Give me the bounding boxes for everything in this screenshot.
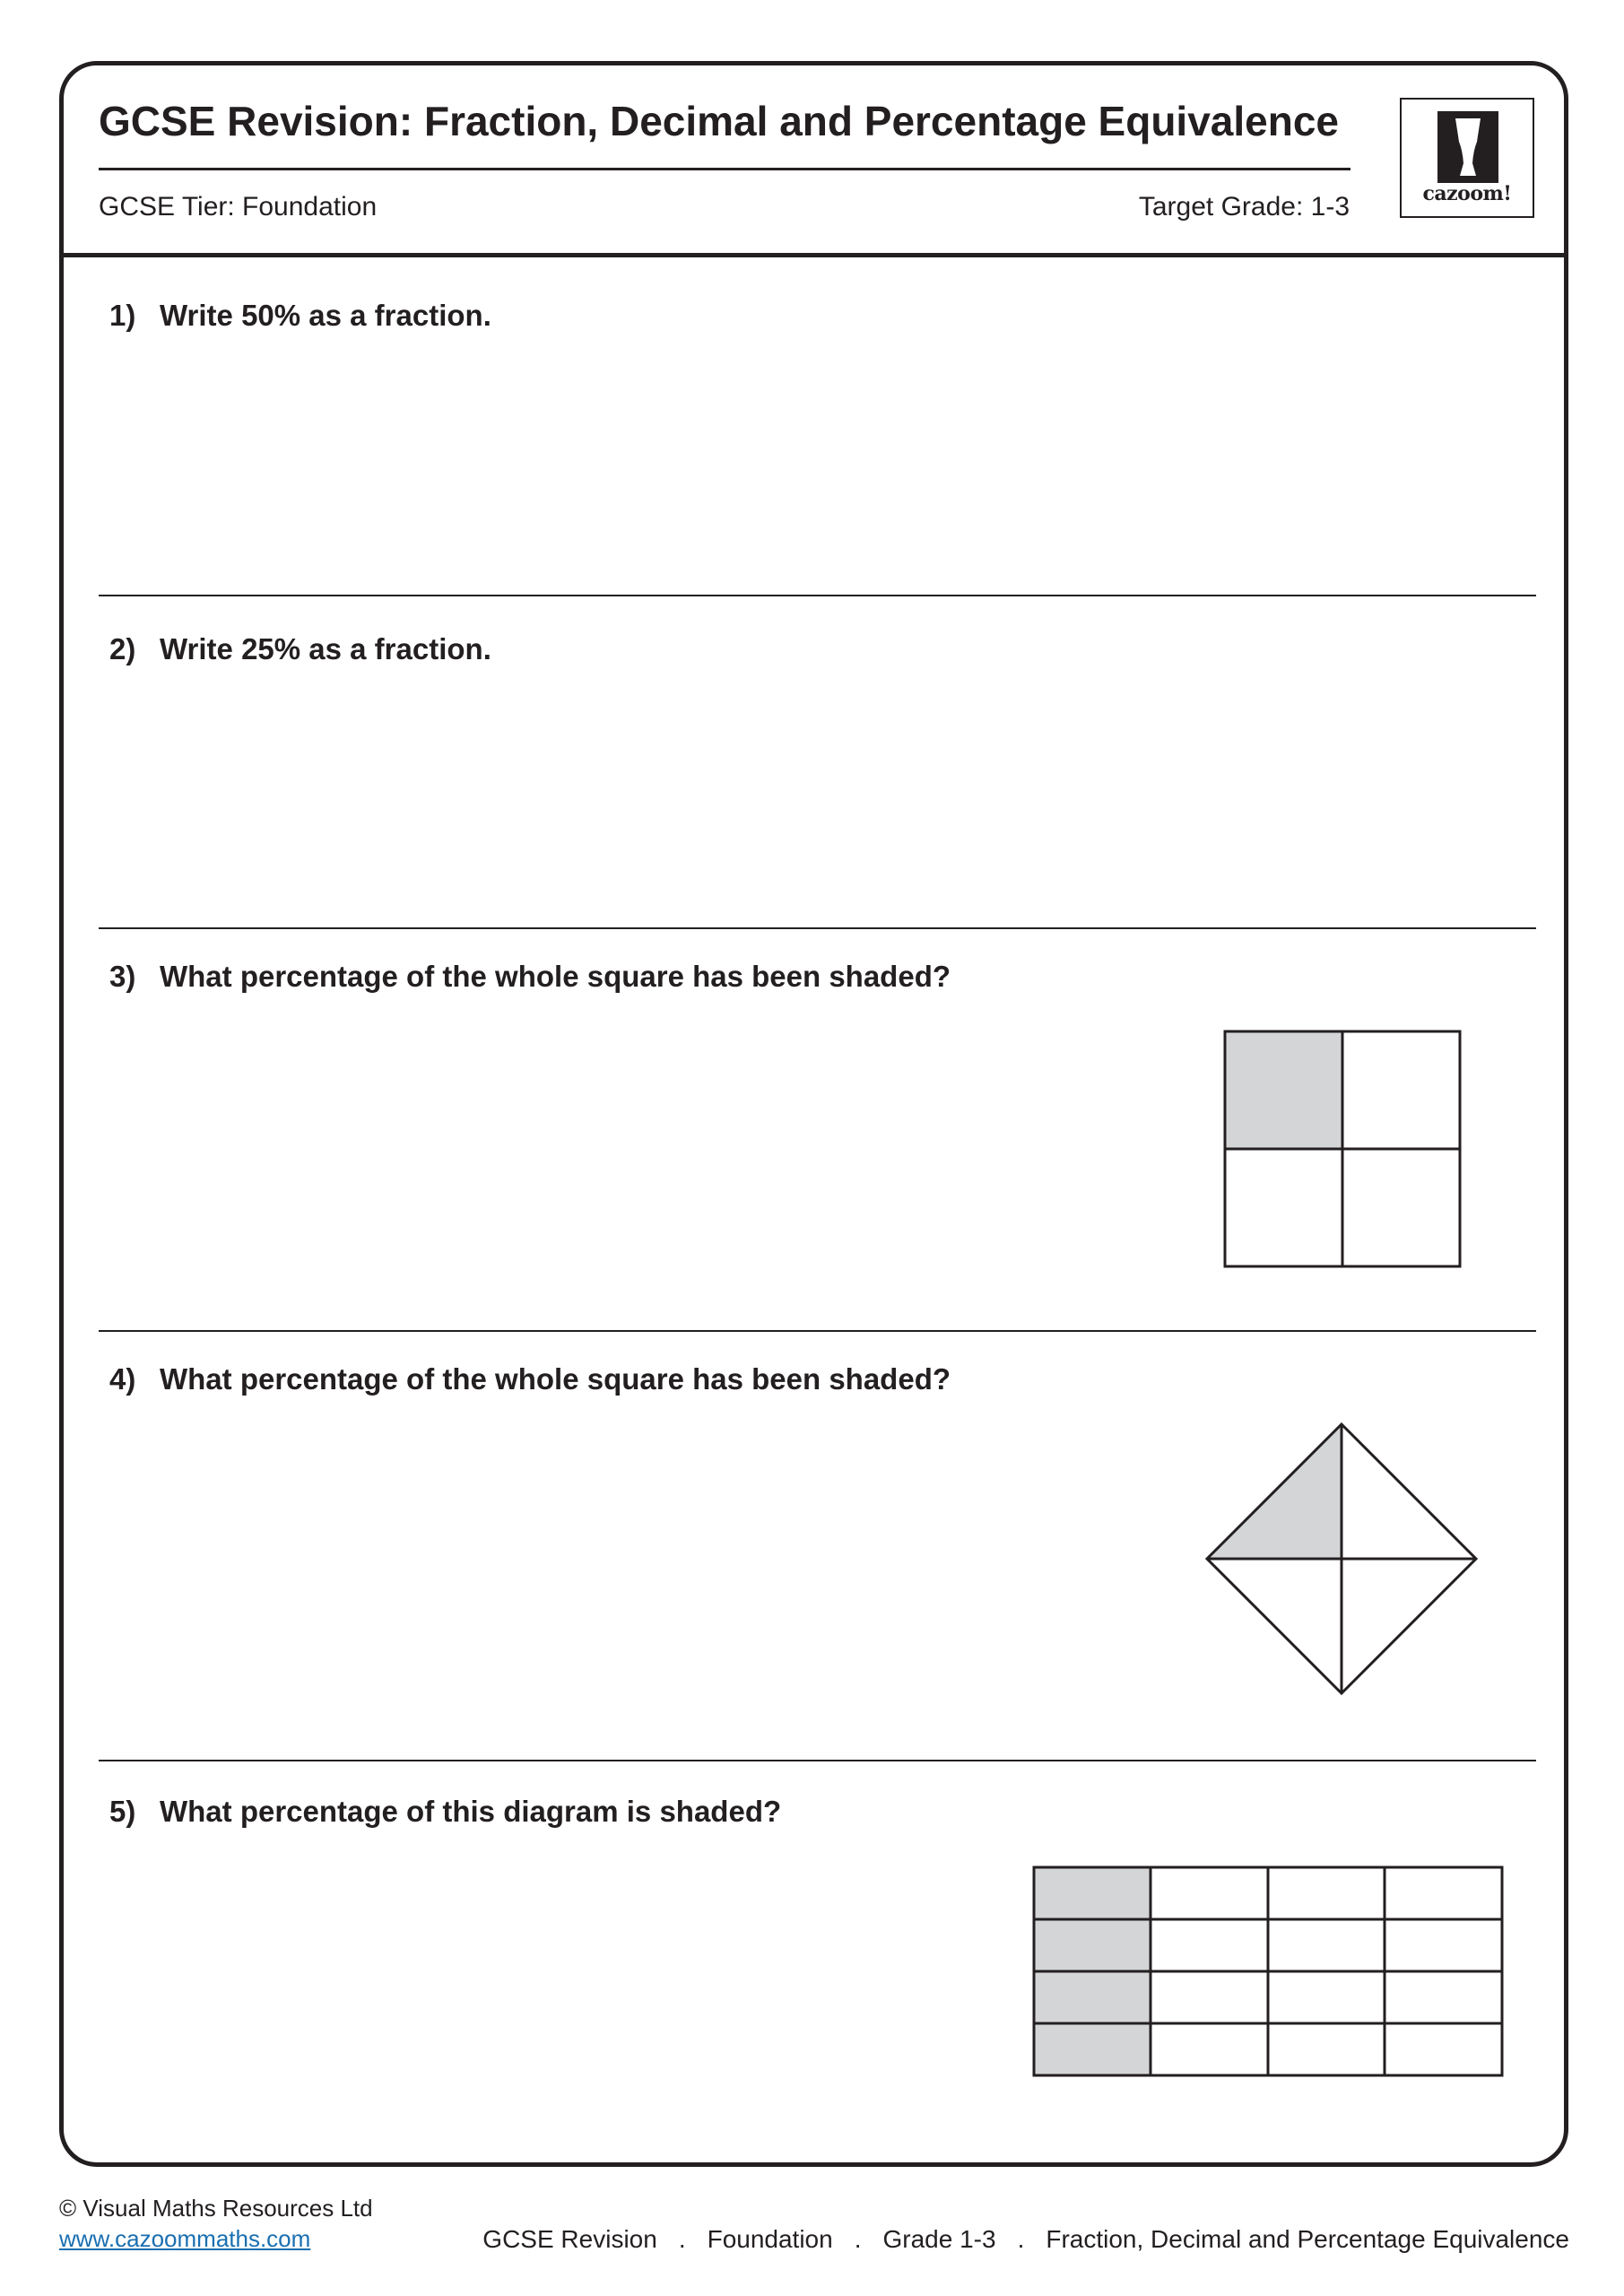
question-divider bbox=[99, 595, 1536, 596]
footer-crumb: Foundation bbox=[707, 2225, 833, 2253]
footer-crumb: Fraction, Decimal and Percentage Equivalence bbox=[1046, 2225, 1569, 2253]
question-number: 1) bbox=[109, 299, 136, 332]
tier-label: GCSE Tier: Foundation bbox=[99, 192, 378, 222]
target-grade-label: Target Grade: 1-3 bbox=[1138, 192, 1350, 222]
question-text: What percentage of the whole square has been shaded? bbox=[160, 960, 951, 993]
question-number: 4) bbox=[109, 1362, 136, 1396]
question-text: Write 25% as a fraction. bbox=[160, 632, 491, 665]
worksheet-title: GCSE Revision: Fraction, Decimal and Percentage Equivalence bbox=[99, 98, 1340, 144]
q4-diamond-diagram bbox=[1205, 1422, 1478, 1695]
question-3 bbox=[109, 960, 951, 994]
cazoom-logo bbox=[1400, 98, 1534, 218]
footer-separator: . bbox=[854, 2225, 862, 2253]
question-text: Write 50% as a fraction. bbox=[160, 299, 491, 332]
footer-separator: . bbox=[678, 2225, 686, 2253]
question-4 bbox=[109, 1362, 951, 1396]
title-divider bbox=[99, 168, 1350, 170]
question-5 bbox=[109, 1795, 781, 1829]
footer-breadcrumb bbox=[482, 2225, 1569, 2254]
footer-crumb: GCSE Revision bbox=[482, 2225, 657, 2253]
logo-text: cazoom! bbox=[1422, 182, 1512, 205]
shaded-quarter bbox=[1225, 1031, 1342, 1149]
question-divider bbox=[99, 927, 1536, 929]
question-2 bbox=[109, 632, 491, 666]
question-divider bbox=[99, 1760, 1536, 1761]
question-text: What percentage of the whole square has been shaded? bbox=[160, 1362, 951, 1396]
q3-square-diagram bbox=[1223, 1030, 1462, 1268]
copyright-text: © Visual Maths Resources Ltd bbox=[59, 2195, 373, 2222]
footer-separator: . bbox=[1017, 2225, 1025, 2253]
q5-grid-diagram bbox=[1032, 1866, 1504, 2077]
question-1 bbox=[109, 299, 491, 333]
website-link[interactable]: www.cazoommaths.com bbox=[59, 2225, 311, 2252]
question-divider bbox=[99, 1330, 1536, 1332]
question-number: 3) bbox=[109, 960, 136, 993]
header-divider bbox=[59, 253, 1568, 257]
question-number: 2) bbox=[109, 632, 136, 665]
logo-figure-icon bbox=[1437, 111, 1498, 183]
question-number: 5) bbox=[109, 1795, 136, 1828]
question-text: What percentage of this diagram is shaded? bbox=[160, 1795, 782, 1828]
footer-crumb: Grade 1-3 bbox=[882, 2225, 996, 2253]
